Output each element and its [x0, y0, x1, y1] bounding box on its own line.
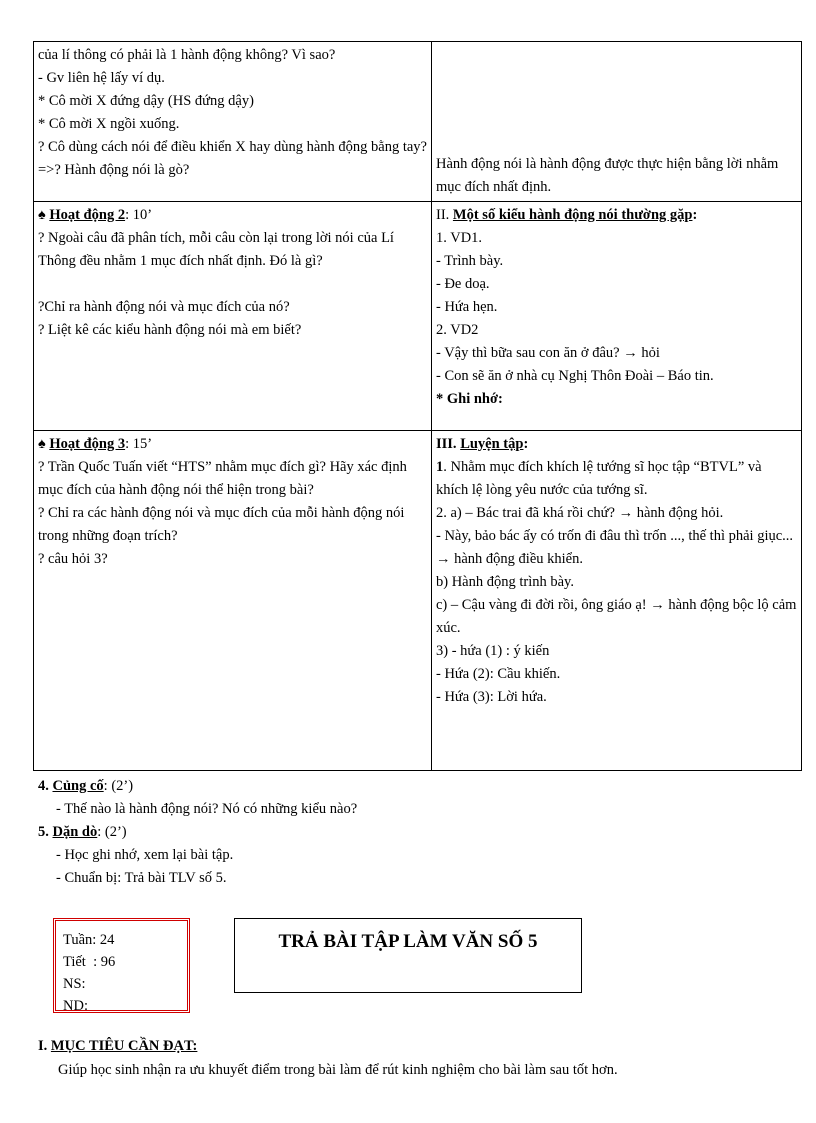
memo-note: * Ghi nhớ: [436, 391, 503, 407]
activity-3-time: : 15’ [125, 436, 153, 452]
section-3-prefix: III. [436, 436, 461, 452]
row3-right-line: - Hứa (2): Cầu khiến. [436, 666, 561, 682]
consolidation-section [38, 775, 357, 821]
section-3-title: Luyện tập [460, 436, 524, 452]
table-row [34, 42, 802, 202]
row3-left-cell [34, 431, 432, 771]
row2-left-line: ? Liệt kê các kiểu hành động nói mà em biết? [38, 322, 302, 338]
nd-label: ND: [63, 998, 88, 1014]
homework-heading [38, 821, 233, 844]
row2-right-line: 2. VD2 [436, 322, 479, 338]
exercise-1-text: . Nhằm mục đích khích lệ tướng sĩ học tập “BTVL” và khích lệ lòng yêu nước của tướng sĩ. [436, 459, 762, 498]
section-2-suffix: : [692, 207, 698, 223]
section-3-heading [436, 433, 797, 456]
objectives-prefix: I. [38, 1038, 51, 1054]
row1-right-text: Hành động nói là hành động được thực hiện bằng lời nhằm mục đích nhất định. [436, 156, 779, 195]
period-label: Tiết : 96 [63, 954, 116, 970]
row1-right-cell [432, 42, 802, 202]
section-3-suffix: : [523, 436, 529, 452]
homework-number: 5. [38, 824, 53, 840]
consolidation-heading [38, 775, 357, 798]
activity-2-title: Hoạt động 2 [49, 207, 126, 223]
row1-left-line: của lí thông có phải là 1 hành động không? Vì sao? [38, 47, 336, 63]
objectives-text: Giúp học sinh nhận ra ưu khuyết điểm trong bài làm để rút kinh nghiệm cho bài làm sau tốt hơn. [58, 1062, 618, 1078]
week-label: Tuần: 24 [63, 932, 115, 948]
activity-2-time: : 10’ [125, 207, 153, 223]
row3-right-first [436, 456, 797, 502]
row3-right-line: b) Hành động trình bày. [436, 574, 574, 590]
row1-left-line: =>? Hành động nói là gò? [38, 162, 190, 178]
row1-left-line: * Cô mời X đứng dậy (HS đứng dậy) [38, 93, 254, 109]
row2-right-line: - Đe doạ. [436, 276, 490, 292]
consolidation-item: - Thế nào là hành động nói? Nó có những kiểu nào? [56, 801, 358, 817]
row3-left-line: ? Chỉ ra các hành động nói và mục đích của mỗi hành động nói trong những đoạn trích? [38, 505, 405, 544]
activity-3-title: Hoạt động 3 [49, 436, 126, 452]
row1-left-cell [34, 42, 432, 202]
homework-title: Dặn dò [52, 824, 98, 840]
row2-right-line: 1. VD1. [436, 230, 483, 246]
row3-right-cell [432, 431, 802, 771]
row1-left-line: - Gv liên hệ lấy ví dụ. [38, 70, 165, 86]
ns-label: NS: [63, 976, 86, 992]
homework-time: : (2’) [97, 824, 127, 840]
row3-right-line: 2. a) – Bác trai đã khá rồi chứ? → hành động hỏi. [436, 505, 724, 521]
row2-right-line: - Con sẽ ăn ở nhà cụ Nghị Thôn Đoài – Báo tin. [436, 368, 714, 384]
homework-item: - Chuẩn bị: Trả bài TLV số 5. [56, 870, 227, 886]
row3-right-line: - Hứa (3): Lời hứa. [436, 689, 547, 705]
lesson-info-box [53, 918, 190, 1013]
row2-right-line: - Hứa hẹn. [436, 299, 498, 315]
row2-left-line: ?Chỉ ra hành động nói và mục đích của nó? [38, 299, 290, 315]
row3-left-line: ? Trần Quốc Tuấn viết “HTS” nhằm mục đích gì? Hãy xác định mục đích của hành động nói thể hiện trong bài? [38, 459, 407, 498]
section-2-heading [436, 204, 797, 227]
row2-right-cell [432, 202, 802, 431]
lesson-table [33, 41, 802, 771]
lesson-title: TRẢ BÀI TẬP LÀM VĂN SỐ 5 [234, 918, 582, 993]
activity-2-heading [38, 204, 427, 227]
section-2-prefix: II. [436, 207, 453, 223]
table-row [34, 202, 802, 431]
table-row [34, 431, 802, 771]
section-2-title: Một số kiểu hành động nói thường gặp [452, 207, 693, 223]
row3-right-line: 3) - hứa (1) : ý kiến [436, 643, 550, 659]
row1-left-line: ? Cô dùng cách nói để điều khiển X hay dùng hành động bằng tay? [38, 139, 427, 155]
row1-left-line: * Cô mời X ngồi xuống. [38, 116, 180, 132]
row2-right-line: - Vậy thì bữa sau con ăn ở đâu? → hỏi [436, 345, 660, 361]
row2-right-line: - Trình bày. [436, 253, 504, 269]
objectives-heading [38, 1035, 197, 1057]
exercise-1-number: 1 [436, 459, 444, 475]
row3-left-line: ? câu hỏi 3? [38, 551, 108, 567]
activity-3-heading [38, 433, 427, 456]
spade-icon: ♠ [38, 436, 46, 452]
consolidation-title: Củng cố [52, 778, 104, 794]
spade-icon: ♠ [38, 207, 46, 223]
objectives-title: MỤC TIÊU CẦN ĐẠT: [50, 1038, 198, 1054]
row3-right-line: - Này, bảo bác ấy có trốn đi đâu thì trốn ..., thế thì phải giục... → hành động điều khiển. [436, 528, 794, 567]
homework-section [38, 821, 233, 890]
consolidation-time: : (2’) [103, 778, 134, 794]
row2-left-cell [34, 202, 432, 431]
row3-right-line: c) – Cậu vàng đi đời rồi, ông giáo ạ! → hành động bộc lộ cảm xúc. [436, 597, 797, 636]
consolidation-number: 4. [38, 778, 53, 794]
row2-left-line: ? Ngoài câu đã phân tích, mỗi câu còn lại trong lời nói của Lí Thông đều nhằm 1 mục đích nhất định. Đó là gì? [38, 230, 394, 269]
homework-item: - Học ghi nhớ, xem lại bài tập. [56, 847, 234, 863]
